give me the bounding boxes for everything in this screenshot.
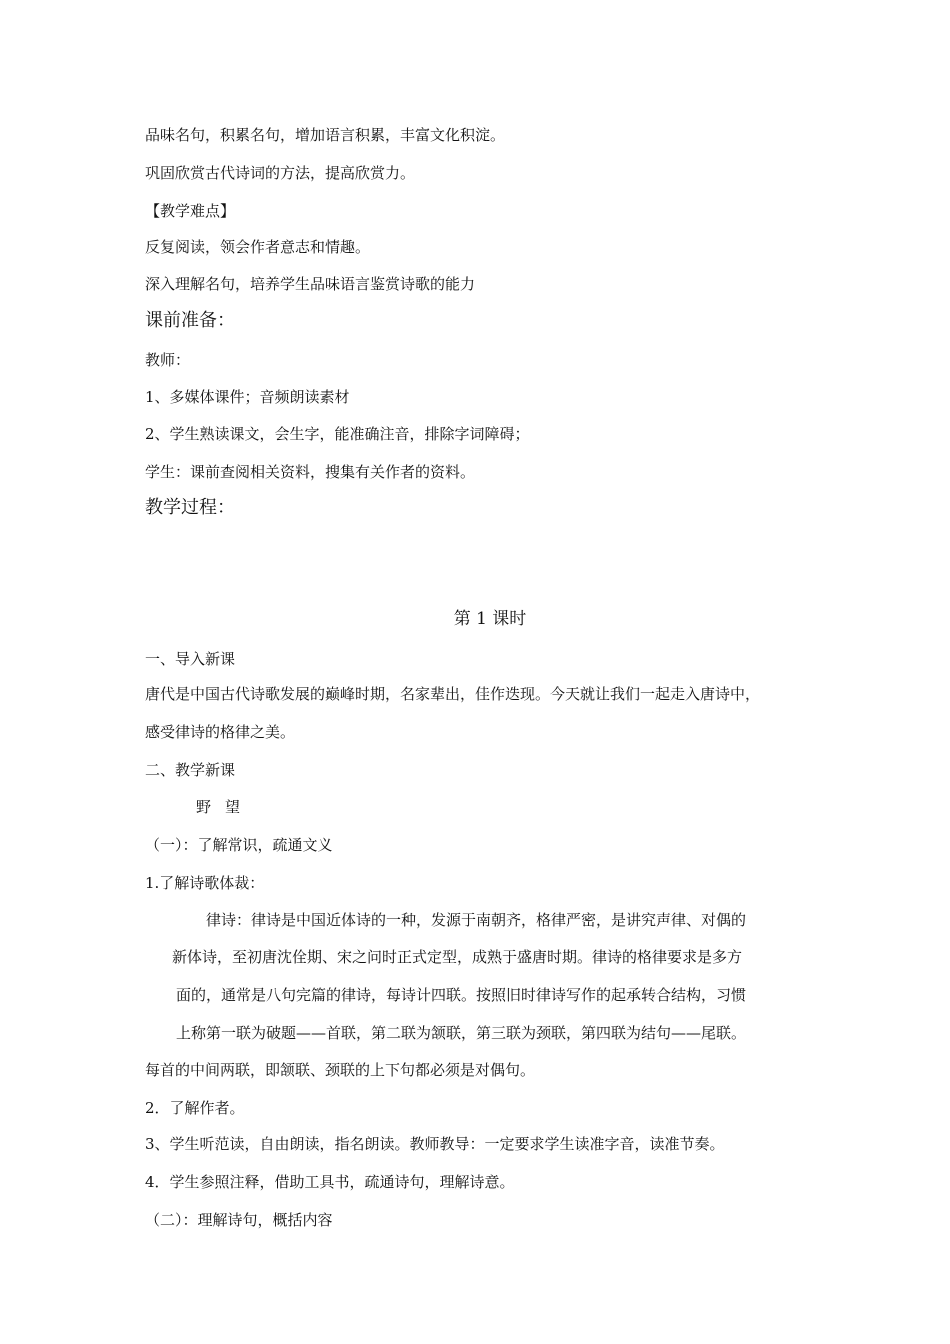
step-3: 3、学生听范读，自由朗读，指名朗读。教师教导：一定要求学生读准字音，读准节奏。 bbox=[145, 1135, 725, 1153]
difficulty-line-2: 深入理解名句，培养学生品味语言鉴赏诗歌的能力 bbox=[145, 275, 476, 293]
difficulty-line-1: 反复阅读，领会作者意志和情趣。 bbox=[145, 238, 371, 256]
step-2: 2．了解作者。 bbox=[145, 1099, 245, 1117]
lushi-paragraph-line-4: 上称第一联为破题——首联，第二联为颔联，第三联为颈联，第四联为结句——尾联。 bbox=[176, 1024, 747, 1042]
lushi-paragraph-line-5: 每首的中间两联，即颔联、颈联的上下句都必须是对偶句。 bbox=[145, 1061, 536, 1079]
intro-line-1: 唐代是中国古代诗歌发展的巅峰时期，名家辈出，佳作迭现。今天就让我们一起走入唐诗中， bbox=[145, 685, 761, 703]
lesson-title: 第 1 课时 bbox=[453, 609, 527, 629]
difficulty-heading: 【教学难点】 bbox=[145, 202, 236, 220]
student-line: 学生：课前查阅相关资料，搜集有关作者的资料。 bbox=[145, 463, 476, 481]
genre-heading: 1.了解诗歌体裁： bbox=[145, 874, 265, 892]
preparation-heading: 课前准备： bbox=[145, 310, 235, 331]
lushi-paragraph-line-1: 律诗：律诗是中国近体诗的一种，发源于南朝齐，格律严密，是讲究声律、对偶的 bbox=[206, 911, 747, 929]
part-one-heading: （一）：了解常识，疏通文义 bbox=[145, 836, 333, 854]
poem-title: 野望 bbox=[196, 798, 255, 816]
lushi-paragraph-line-3: 面的，通常是八句完篇的律诗，每诗计四联。按照旧时律诗写作的起承转合结构，习惯 bbox=[176, 986, 747, 1004]
part-two-heading: （二）：理解诗句，概括内容 bbox=[145, 1211, 333, 1229]
step-4: 4．学生参照注释，借助工具书，疏通诗句，理解诗意。 bbox=[145, 1173, 515, 1191]
section-one-heading: 一、导入新课 bbox=[145, 650, 236, 668]
teacher-label: 教师： bbox=[145, 351, 191, 369]
intro-line-2: 感受律诗的格律之美。 bbox=[145, 723, 296, 741]
objective-line-1: 品味名句，积累名句，增加语言积累，丰富文化积淀。 bbox=[145, 126, 506, 144]
process-heading: 教学过程： bbox=[145, 497, 235, 518]
section-two-heading: 二、教学新课 bbox=[145, 761, 236, 779]
teacher-item-1: 1、多媒体课件；音频朗读素材 bbox=[145, 388, 350, 406]
lushi-paragraph-line-2: 新体诗，至初唐沈佺期、宋之问时正式定型，成熟于盛唐时期。律诗的格律要求是多方 bbox=[172, 948, 743, 966]
teacher-item-2: 2、学生熟读课文，会生字，能准确注音，排除字词障碍； bbox=[145, 425, 530, 443]
objective-line-2: 巩固欣赏古代诗词的方法，提高欣赏力。 bbox=[145, 164, 416, 182]
